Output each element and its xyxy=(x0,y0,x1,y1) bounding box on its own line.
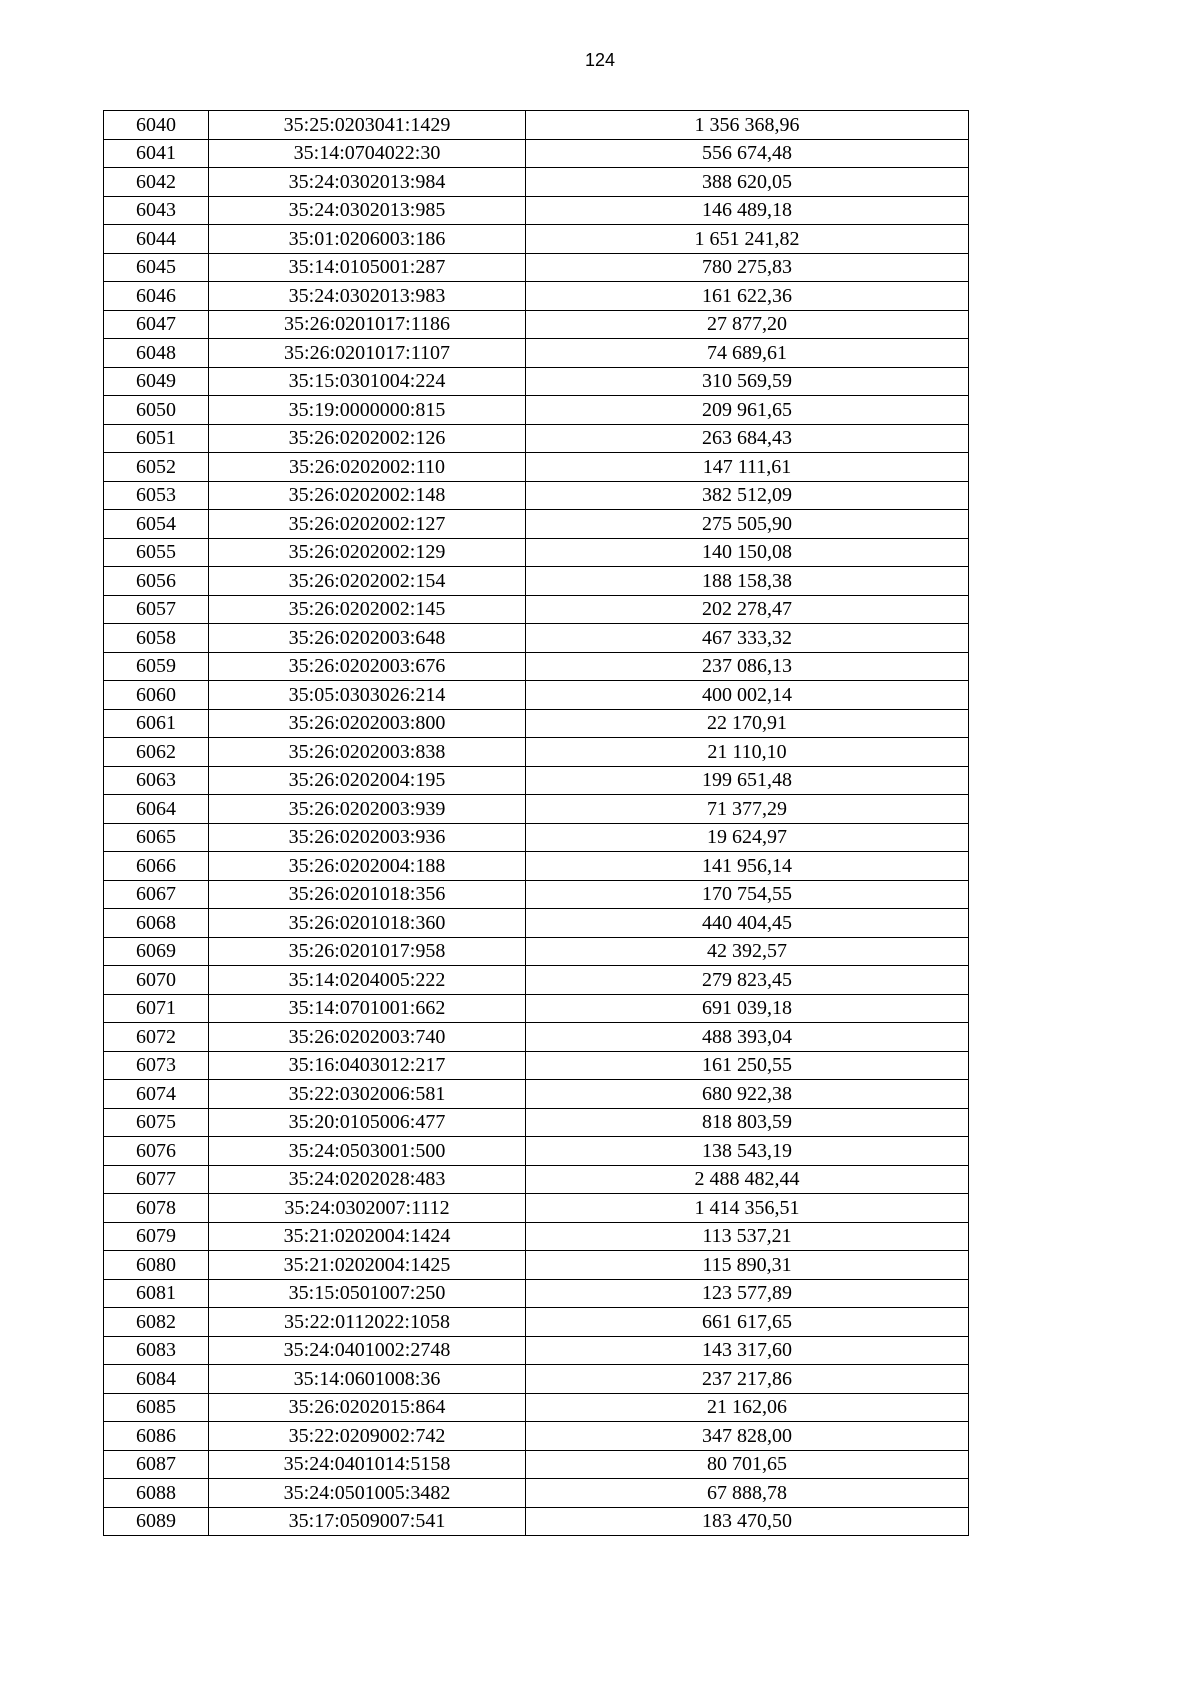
cadastral-value-cell: 388 620,05 xyxy=(526,168,969,197)
cadastral-value-cell: 146 489,18 xyxy=(526,196,969,225)
row-number-cell: 6050 xyxy=(104,396,209,425)
cadastral-number-cell: 35:20:0105006:477 xyxy=(209,1108,526,1137)
cadastral-number-cell: 35:26:0202003:936 xyxy=(209,823,526,852)
row-number-cell: 6058 xyxy=(104,624,209,653)
row-number-cell: 6071 xyxy=(104,994,209,1023)
page-number: 124 xyxy=(584,50,616,70)
table-row xyxy=(104,282,969,311)
cadastral-value-cell: 143 317,60 xyxy=(526,1336,969,1365)
table-row xyxy=(104,1080,969,1109)
cadastral-value-cell: 170 754,55 xyxy=(526,880,969,909)
table-row xyxy=(104,310,969,339)
cadastral-value-cell: 556 674,48 xyxy=(526,139,969,168)
cadastral-value-cell: 42 392,57 xyxy=(526,937,969,966)
cadastral-value-cell: 780 275,83 xyxy=(526,253,969,282)
table-row xyxy=(104,453,969,482)
table-row xyxy=(104,709,969,738)
row-number-cell: 6044 xyxy=(104,225,209,254)
table-row xyxy=(104,1479,969,1508)
row-number-cell: 6046 xyxy=(104,282,209,311)
cadastral-number-cell: 35:25:0203041:1429 xyxy=(209,111,526,140)
cadastral-value-cell: 123 577,89 xyxy=(526,1279,969,1308)
cadastral-number-cell: 35:05:0303026:214 xyxy=(209,681,526,710)
row-number-cell: 6073 xyxy=(104,1051,209,1080)
cadastral-number-cell: 35:14:0701001:662 xyxy=(209,994,526,1023)
row-number-cell: 6074 xyxy=(104,1080,209,1109)
row-number-cell: 6065 xyxy=(104,823,209,852)
row-number-cell: 6078 xyxy=(104,1194,209,1223)
row-number-cell: 6076 xyxy=(104,1137,209,1166)
row-number-cell: 6048 xyxy=(104,339,209,368)
cadastral-number-cell: 35:26:0202002:127 xyxy=(209,510,526,539)
row-number-cell: 6040 xyxy=(104,111,209,140)
table-row xyxy=(104,139,969,168)
cadastral-number-cell: 35:26:0202002:154 xyxy=(209,567,526,596)
row-number-cell: 6077 xyxy=(104,1165,209,1194)
cadastral-number-cell: 35:26:0201017:1186 xyxy=(209,310,526,339)
cadastral-value-cell: 661 617,65 xyxy=(526,1308,969,1337)
row-number-cell: 6082 xyxy=(104,1308,209,1337)
row-number-cell: 6085 xyxy=(104,1393,209,1422)
cadastral-value-cell: 71 377,29 xyxy=(526,795,969,824)
cadastral-number-cell: 35:24:0202028:483 xyxy=(209,1165,526,1194)
table-row xyxy=(104,1222,969,1251)
cadastral-number-cell: 35:24:0302013:983 xyxy=(209,282,526,311)
cadastral-value-cell: 161 250,55 xyxy=(526,1051,969,1080)
table-row xyxy=(104,538,969,567)
table-row xyxy=(104,481,969,510)
table-row xyxy=(104,1137,969,1166)
cadastral-number-cell: 35:26:0202003:676 xyxy=(209,652,526,681)
cadastral-number-cell: 35:17:0509007:541 xyxy=(209,1507,526,1536)
cadastral-value-cell: 21 162,06 xyxy=(526,1393,969,1422)
cadastral-number-cell: 35:19:0000000:815 xyxy=(209,396,526,425)
table-row xyxy=(104,1336,969,1365)
table-row xyxy=(104,510,969,539)
cadastral-number-cell: 35:22:0209002:742 xyxy=(209,1422,526,1451)
cadastral-number-cell: 35:26:0202002:126 xyxy=(209,424,526,453)
table-row xyxy=(104,567,969,596)
row-number-cell: 6083 xyxy=(104,1336,209,1365)
table-row xyxy=(104,196,969,225)
table-row xyxy=(104,1308,969,1337)
row-number-cell: 6049 xyxy=(104,367,209,396)
table-row xyxy=(104,937,969,966)
cadastral-number-cell: 35:24:0302013:985 xyxy=(209,196,526,225)
table-row xyxy=(104,1108,969,1137)
row-number-cell: 6080 xyxy=(104,1251,209,1280)
row-number-cell: 6045 xyxy=(104,253,209,282)
cadastral-number-cell: 35:22:0302006:581 xyxy=(209,1080,526,1109)
cadastral-value-cell: 237 086,13 xyxy=(526,652,969,681)
cadastral-value-cell: 263 684,43 xyxy=(526,424,969,453)
table-row xyxy=(104,652,969,681)
row-number-cell: 6061 xyxy=(104,709,209,738)
table-row xyxy=(104,795,969,824)
table-row xyxy=(104,766,969,795)
row-number-cell: 6072 xyxy=(104,1023,209,1052)
cadastral-number-cell: 35:26:0201018:360 xyxy=(209,909,526,938)
table-row xyxy=(104,1279,969,1308)
cadastral-value-cell: 680 922,38 xyxy=(526,1080,969,1109)
cadastral-number-cell: 35:26:0201018:356 xyxy=(209,880,526,909)
row-number-cell: 6075 xyxy=(104,1108,209,1137)
cadastral-value-cell: 488 393,04 xyxy=(526,1023,969,1052)
cadastral-number-cell: 35:26:0202004:188 xyxy=(209,852,526,881)
cadastral-value-cell: 22 170,91 xyxy=(526,709,969,738)
cadastral-value-cell: 138 543,19 xyxy=(526,1137,969,1166)
cadastral-number-cell: 35:15:0501007:250 xyxy=(209,1279,526,1308)
cadastral-value-cell: 27 877,20 xyxy=(526,310,969,339)
cadastral-value-cell: 199 651,48 xyxy=(526,766,969,795)
cadastral-value-cell: 382 512,09 xyxy=(526,481,969,510)
row-number-cell: 6062 xyxy=(104,738,209,767)
row-number-cell: 6053 xyxy=(104,481,209,510)
table-row xyxy=(104,111,969,140)
cadastral-number-cell: 35:26:0202003:740 xyxy=(209,1023,526,1052)
table-row xyxy=(104,1507,969,1536)
cadastral-number-cell: 35:26:0202003:939 xyxy=(209,795,526,824)
cadastral-number-cell: 35:24:0401002:2748 xyxy=(209,1336,526,1365)
table-row xyxy=(104,367,969,396)
row-number-cell: 6057 xyxy=(104,595,209,624)
cadastral-number-cell: 35:24:0401014:5158 xyxy=(209,1450,526,1479)
cadastral-number-cell: 35:16:0403012:217 xyxy=(209,1051,526,1080)
table-row xyxy=(104,880,969,909)
table-row xyxy=(104,1450,969,1479)
cadastral-value-cell: 440 404,45 xyxy=(526,909,969,938)
cadastral-number-cell: 35:24:0501005:3482 xyxy=(209,1479,526,1508)
cadastral-number-cell: 35:14:0105001:287 xyxy=(209,253,526,282)
table-row xyxy=(104,1393,969,1422)
cadastral-number-cell: 35:21:0202004:1424 xyxy=(209,1222,526,1251)
row-number-cell: 6064 xyxy=(104,795,209,824)
table-row xyxy=(104,339,969,368)
table-row xyxy=(104,1165,969,1194)
cadastral-number-cell: 35:26:0202004:195 xyxy=(209,766,526,795)
cadastral-value-cell: 80 701,65 xyxy=(526,1450,969,1479)
table-row xyxy=(104,396,969,425)
row-number-cell: 6052 xyxy=(104,453,209,482)
cadastral-value-cell: 115 890,31 xyxy=(526,1251,969,1280)
cadastral-value-table xyxy=(103,110,969,1536)
cadastral-value-cell: 467 333,32 xyxy=(526,624,969,653)
cadastral-number-cell: 35:24:0302013:984 xyxy=(209,168,526,197)
row-number-cell: 6059 xyxy=(104,652,209,681)
cadastral-value-cell: 237 217,86 xyxy=(526,1365,969,1394)
cadastral-value-cell: 310 569,59 xyxy=(526,367,969,396)
cadastral-value-cell: 21 110,10 xyxy=(526,738,969,767)
cadastral-number-cell: 35:14:0204005:222 xyxy=(209,966,526,995)
table-row xyxy=(104,966,969,995)
row-number-cell: 6087 xyxy=(104,1450,209,1479)
cadastral-value-cell: 279 823,45 xyxy=(526,966,969,995)
row-number-cell: 6084 xyxy=(104,1365,209,1394)
cadastral-value-cell: 113 537,21 xyxy=(526,1222,969,1251)
cadastral-number-cell: 35:26:0202003:800 xyxy=(209,709,526,738)
cadastral-value-cell: 818 803,59 xyxy=(526,1108,969,1137)
table-row xyxy=(104,994,969,1023)
cadastral-value-cell: 183 470,50 xyxy=(526,1507,969,1536)
cadastral-number-cell: 35:26:0202003:648 xyxy=(209,624,526,653)
row-number-cell: 6070 xyxy=(104,966,209,995)
cadastral-number-cell: 35:14:0704022:30 xyxy=(209,139,526,168)
cadastral-number-cell: 35:24:0503001:500 xyxy=(209,1137,526,1166)
table-row xyxy=(104,1194,969,1223)
row-number-cell: 6067 xyxy=(104,880,209,909)
row-number-cell: 6060 xyxy=(104,681,209,710)
table-row xyxy=(104,253,969,282)
cadastral-value-cell: 1 651 241,82 xyxy=(526,225,969,254)
cadastral-value-cell: 202 278,47 xyxy=(526,595,969,624)
table-row xyxy=(104,852,969,881)
cadastral-value-cell: 691 039,18 xyxy=(526,994,969,1023)
table-row xyxy=(104,738,969,767)
row-number-cell: 6081 xyxy=(104,1279,209,1308)
row-number-cell: 6055 xyxy=(104,538,209,567)
table-row xyxy=(104,1251,969,1280)
row-number-cell: 6089 xyxy=(104,1507,209,1536)
cadastral-number-cell: 35:26:0201017:958 xyxy=(209,937,526,966)
cadastral-number-cell: 35:26:0202002:110 xyxy=(209,453,526,482)
row-number-cell: 6088 xyxy=(104,1479,209,1508)
cadastral-value-cell: 2 488 482,44 xyxy=(526,1165,969,1194)
table-row xyxy=(104,1422,969,1451)
cadastral-number-cell: 35:26:0202002:129 xyxy=(209,538,526,567)
cadastral-value-cell: 161 622,36 xyxy=(526,282,969,311)
cadastral-value-cell: 188 158,38 xyxy=(526,567,969,596)
cadastral-number-cell: 35:22:0112022:1058 xyxy=(209,1308,526,1337)
table-row xyxy=(104,624,969,653)
cadastral-number-cell: 35:26:0202015:864 xyxy=(209,1393,526,1422)
cadastral-value-cell: 275 505,90 xyxy=(526,510,969,539)
table-row xyxy=(104,823,969,852)
cadastral-number-cell: 35:26:0202003:838 xyxy=(209,738,526,767)
cadastral-value-cell: 147 111,61 xyxy=(526,453,969,482)
row-number-cell: 6051 xyxy=(104,424,209,453)
cadastral-number-cell: 35:21:0202004:1425 xyxy=(209,1251,526,1280)
cadastral-number-cell: 35:15:0301004:224 xyxy=(209,367,526,396)
table-row xyxy=(104,1023,969,1052)
row-number-cell: 6069 xyxy=(104,937,209,966)
cadastral-value-cell: 140 150,08 xyxy=(526,538,969,567)
row-number-cell: 6063 xyxy=(104,766,209,795)
cadastral-value-cell: 74 689,61 xyxy=(526,339,969,368)
row-number-cell: 6041 xyxy=(104,139,209,168)
cadastral-value-cell: 347 828,00 xyxy=(526,1422,969,1451)
table-row xyxy=(104,424,969,453)
table-row xyxy=(104,909,969,938)
cadastral-number-cell: 35:01:0206003:186 xyxy=(209,225,526,254)
row-number-cell: 6079 xyxy=(104,1222,209,1251)
cadastral-value-cell: 67 888,78 xyxy=(526,1479,969,1508)
cadastral-value-cell: 209 961,65 xyxy=(526,396,969,425)
row-number-cell: 6043 xyxy=(104,196,209,225)
cadastral-number-cell: 35:24:0302007:1112 xyxy=(209,1194,526,1223)
table-row xyxy=(104,225,969,254)
row-number-cell: 6047 xyxy=(104,310,209,339)
cadastral-value-cell: 1 356 368,96 xyxy=(526,111,969,140)
cadastral-number-cell: 35:26:0202002:148 xyxy=(209,481,526,510)
table-row xyxy=(104,168,969,197)
cadastral-value-cell: 1 414 356,51 xyxy=(526,1194,969,1223)
row-number-cell: 6042 xyxy=(104,168,209,197)
row-number-cell: 6068 xyxy=(104,909,209,938)
cadastral-number-cell: 35:14:0601008:36 xyxy=(209,1365,526,1394)
cadastral-number-cell: 35:26:0201017:1107 xyxy=(209,339,526,368)
row-number-cell: 6054 xyxy=(104,510,209,539)
row-number-cell: 6066 xyxy=(104,852,209,881)
table-row xyxy=(104,595,969,624)
row-number-cell: 6056 xyxy=(104,567,209,596)
cadastral-value-cell: 400 002,14 xyxy=(526,681,969,710)
cadastral-value-cell: 19 624,97 xyxy=(526,823,969,852)
table-row xyxy=(104,1365,969,1394)
cadastral-number-cell: 35:26:0202002:145 xyxy=(209,595,526,624)
row-number-cell: 6086 xyxy=(104,1422,209,1451)
cadastral-value-cell: 141 956,14 xyxy=(526,852,969,881)
table-row xyxy=(104,681,969,710)
table-body xyxy=(104,111,969,1536)
table-row xyxy=(104,1051,969,1080)
